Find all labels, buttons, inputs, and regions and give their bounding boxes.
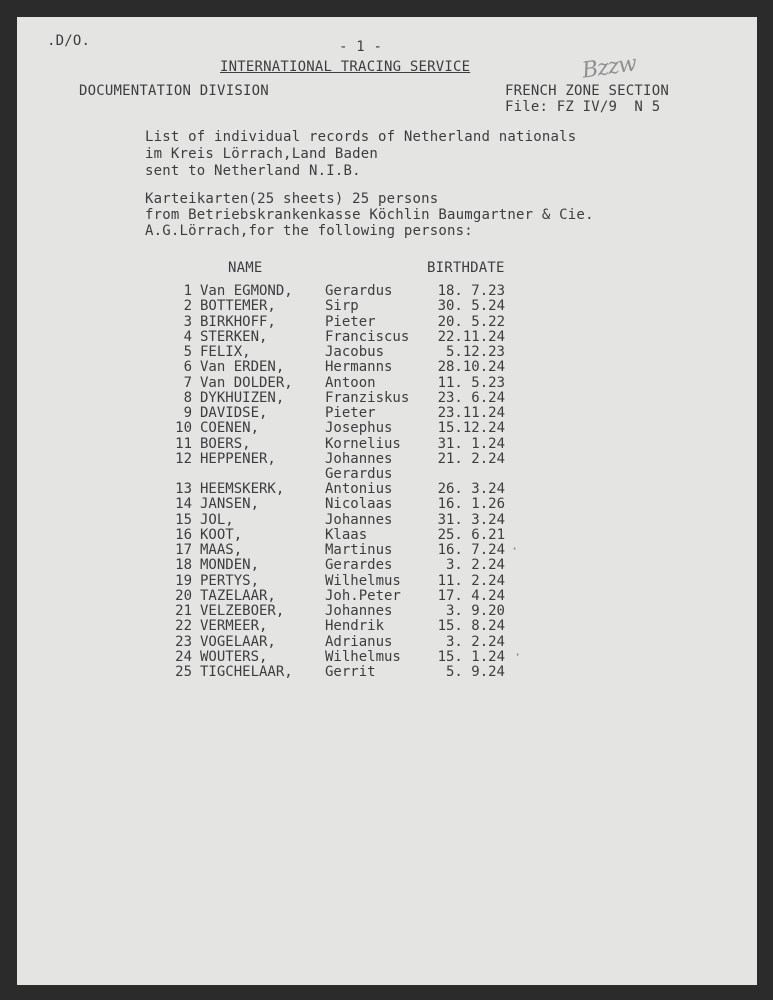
surname: BOERS,: [200, 435, 251, 452]
birthdate: 16. 7.24: [437, 542, 505, 558]
given-name: Gerardus: [325, 283, 393, 299]
surname: MONDEN,: [200, 557, 260, 574]
surname: JANSEN,: [200, 496, 260, 513]
birthdate: 30. 5.24: [437, 298, 505, 315]
given-name: Antonius: [325, 481, 393, 497]
division-label: DOCUMENTATION DIVISION: [79, 83, 269, 99]
surname: VOGELAAR,: [200, 633, 276, 650]
surname: Van DOLDER,: [200, 374, 293, 391]
margin-tick: ·: [514, 648, 522, 662]
record-number: 15: [175, 511, 192, 528]
given-name: Antoon: [325, 374, 376, 391]
given-name: Johannes: [325, 603, 393, 619]
table-row: [17, 436, 757, 451]
record-number: 8: [183, 389, 192, 406]
table-row: [17, 649, 757, 664]
birthdate: 15. 8.24: [437, 618, 505, 635]
record-number: 22: [175, 618, 192, 635]
birthdate: 23.11.24: [437, 405, 505, 421]
surname: VERMEER,: [200, 618, 268, 635]
record-number: 11: [175, 435, 192, 452]
intro-line-2: im Kreis Lörrach,Land Baden: [145, 146, 378, 162]
record-number: 10: [175, 420, 192, 437]
table-row: [17, 588, 757, 603]
intro-line-1: List of individual records of Netherland nationals: [145, 129, 577, 145]
given-name: Martinus: [325, 542, 393, 558]
birthdate: 31. 3.24: [437, 511, 505, 528]
surname: DYKHUIZEN,: [200, 389, 285, 406]
table-row: [17, 618, 757, 633]
birthdate: 31. 1.24: [437, 435, 505, 452]
table-row: [17, 405, 757, 420]
given-name: Wilhelmus: [325, 572, 401, 589]
record-number: 2: [183, 298, 192, 315]
birthdate: 11. 5.23: [437, 374, 505, 391]
surname: MAAS,: [200, 542, 243, 558]
record-number: 6: [183, 359, 192, 376]
table-row: [17, 542, 757, 557]
margin-tick: ·: [511, 542, 519, 556]
record-number: 20: [175, 587, 192, 604]
document-page: [17, 17, 757, 985]
birthdate: 16. 1.26: [437, 496, 505, 513]
intro-line-5: from Betriebskrankenkasse Köchlin Baumgartner & Cie.: [145, 207, 594, 223]
table-row: [17, 603, 757, 618]
record-number: 19: [175, 572, 192, 589]
table-row: [17, 420, 757, 435]
given-name: Gerrit: [325, 664, 376, 680]
birthdate: 15.12.24: [437, 420, 505, 437]
surname: KOOT,: [200, 526, 243, 543]
birthdate: 28.10.24: [437, 359, 505, 376]
record-number: 16: [175, 526, 192, 543]
table-row: [17, 375, 757, 390]
birthdate: 23. 6.24: [437, 389, 505, 406]
table-row: [17, 329, 757, 344]
table-row: [17, 512, 757, 527]
given-name: Wilhelmus: [325, 648, 401, 665]
given-name: Pieter: [325, 405, 376, 421]
given-name: Sirp: [325, 298, 359, 315]
birthdate: 3. 2.24: [445, 633, 505, 650]
birthdate: 3. 9.20: [445, 603, 505, 619]
surname: PERTYS,: [200, 572, 260, 589]
given-name: Joh.Peter: [325, 587, 401, 604]
record-number: 13: [175, 481, 192, 497]
given-name: Franciscus: [325, 328, 410, 345]
given-name: Johannes: [325, 450, 393, 467]
record-number: 5: [183, 344, 192, 360]
intro-line-6: A.G.Lörrach,for the following persons:: [145, 223, 473, 239]
surname: FELIX,: [200, 344, 251, 360]
birthdate: 11. 2.24: [437, 572, 505, 589]
record-number: 18: [175, 557, 192, 574]
table-row: [17, 283, 757, 298]
birthdate: 5. 9.24: [445, 664, 505, 680]
table-row: [17, 634, 757, 649]
column-header-name: NAME: [228, 260, 263, 276]
birthdate: 21. 2.24: [437, 450, 505, 467]
given-name: Adrianus: [325, 633, 393, 650]
section-label: FRENCH ZONE SECTION: [505, 83, 669, 99]
birthdate: 22.11.24: [437, 328, 505, 345]
table-row: [17, 359, 757, 374]
record-number: 9: [183, 405, 192, 421]
surname: VELZEBOER,: [200, 603, 285, 619]
given-name-continuation: Gerardus: [325, 466, 393, 482]
birthdate: 20. 5.22: [437, 313, 505, 330]
column-header-birthdate: BIRTHDATE: [427, 260, 505, 276]
table-row: [17, 557, 757, 572]
given-name: Hermanns: [325, 359, 393, 376]
record-number: 12: [175, 450, 192, 467]
given-name: Nicolaas: [325, 496, 393, 513]
given-name: Josephus: [325, 420, 393, 437]
given-name: Johannes: [325, 511, 393, 528]
table-row: [17, 390, 757, 405]
organization-title: INTERNATIONAL TRACING SERVICE: [220, 59, 471, 75]
birthdate: 26. 3.24: [437, 481, 505, 497]
surname: WOUTERS,: [200, 648, 268, 665]
record-number: 7: [183, 374, 192, 391]
table-row: [17, 344, 757, 359]
record-number: 17: [175, 542, 192, 558]
birthdate: 18. 7.23: [437, 283, 505, 299]
intro-line-4: Karteikarten(25 sheets) 25 persons: [145, 191, 439, 207]
table-row: [17, 314, 757, 329]
given-name: Gerardes: [325, 557, 393, 574]
surname: JOL,: [200, 511, 234, 528]
surname: TAZELAAR,: [200, 587, 276, 604]
surname: HEEMSKERK,: [200, 481, 285, 497]
table-row: [17, 527, 757, 542]
table-row: [17, 298, 757, 313]
given-name: Pieter: [325, 313, 376, 330]
intro-line-3: sent to Netherland N.I.B.: [145, 163, 361, 179]
surname: Van ERDEN,: [200, 359, 285, 376]
page-number: - 1 -: [339, 39, 383, 55]
table-row: [17, 481, 757, 496]
birthdate: 17. 4.24: [437, 587, 505, 604]
surname: Van EGMOND,: [200, 283, 293, 299]
record-number: 1: [183, 283, 192, 299]
given-name: Kornelius: [325, 435, 401, 452]
table-row: [17, 496, 757, 511]
surname: HEPPENER,: [200, 450, 276, 467]
table-row: [17, 573, 757, 588]
birthdate: 3. 2.24: [445, 557, 505, 574]
record-number: 21: [175, 603, 192, 619]
record-number: 14: [175, 496, 192, 513]
file-reference: File: FZ IV/9 N 5: [505, 99, 661, 115]
record-number: 4: [183, 328, 192, 345]
record-number: 25: [175, 664, 192, 680]
table-row: [17, 451, 757, 466]
table-row-continuation: [17, 466, 757, 481]
given-name: Hendrik: [325, 618, 385, 635]
handwritten-mark: Bzzw: [580, 51, 638, 84]
given-name: Jacobus: [325, 344, 385, 360]
surname: COENEN,: [200, 420, 260, 437]
surname: BIRKHOFF,: [200, 313, 276, 330]
surname: DAVIDSE,: [200, 405, 268, 421]
birthdate: 25. 6.21: [437, 526, 505, 543]
record-number: 3: [183, 313, 192, 330]
given-name: Klaas: [325, 526, 368, 543]
surname: STERKEN,: [200, 328, 268, 345]
record-number: 24: [175, 648, 192, 665]
table-row: [17, 664, 757, 679]
surname: TIGCHELAAR,: [200, 664, 293, 680]
record-number: 23: [175, 633, 192, 650]
surname: BOTTEMER,: [200, 298, 276, 315]
birthdate: 5.12.23: [445, 344, 505, 360]
office-mark: .D/O.: [47, 33, 91, 49]
birthdate: 15. 1.24: [437, 648, 505, 665]
given-name: Franziskus: [325, 389, 410, 406]
